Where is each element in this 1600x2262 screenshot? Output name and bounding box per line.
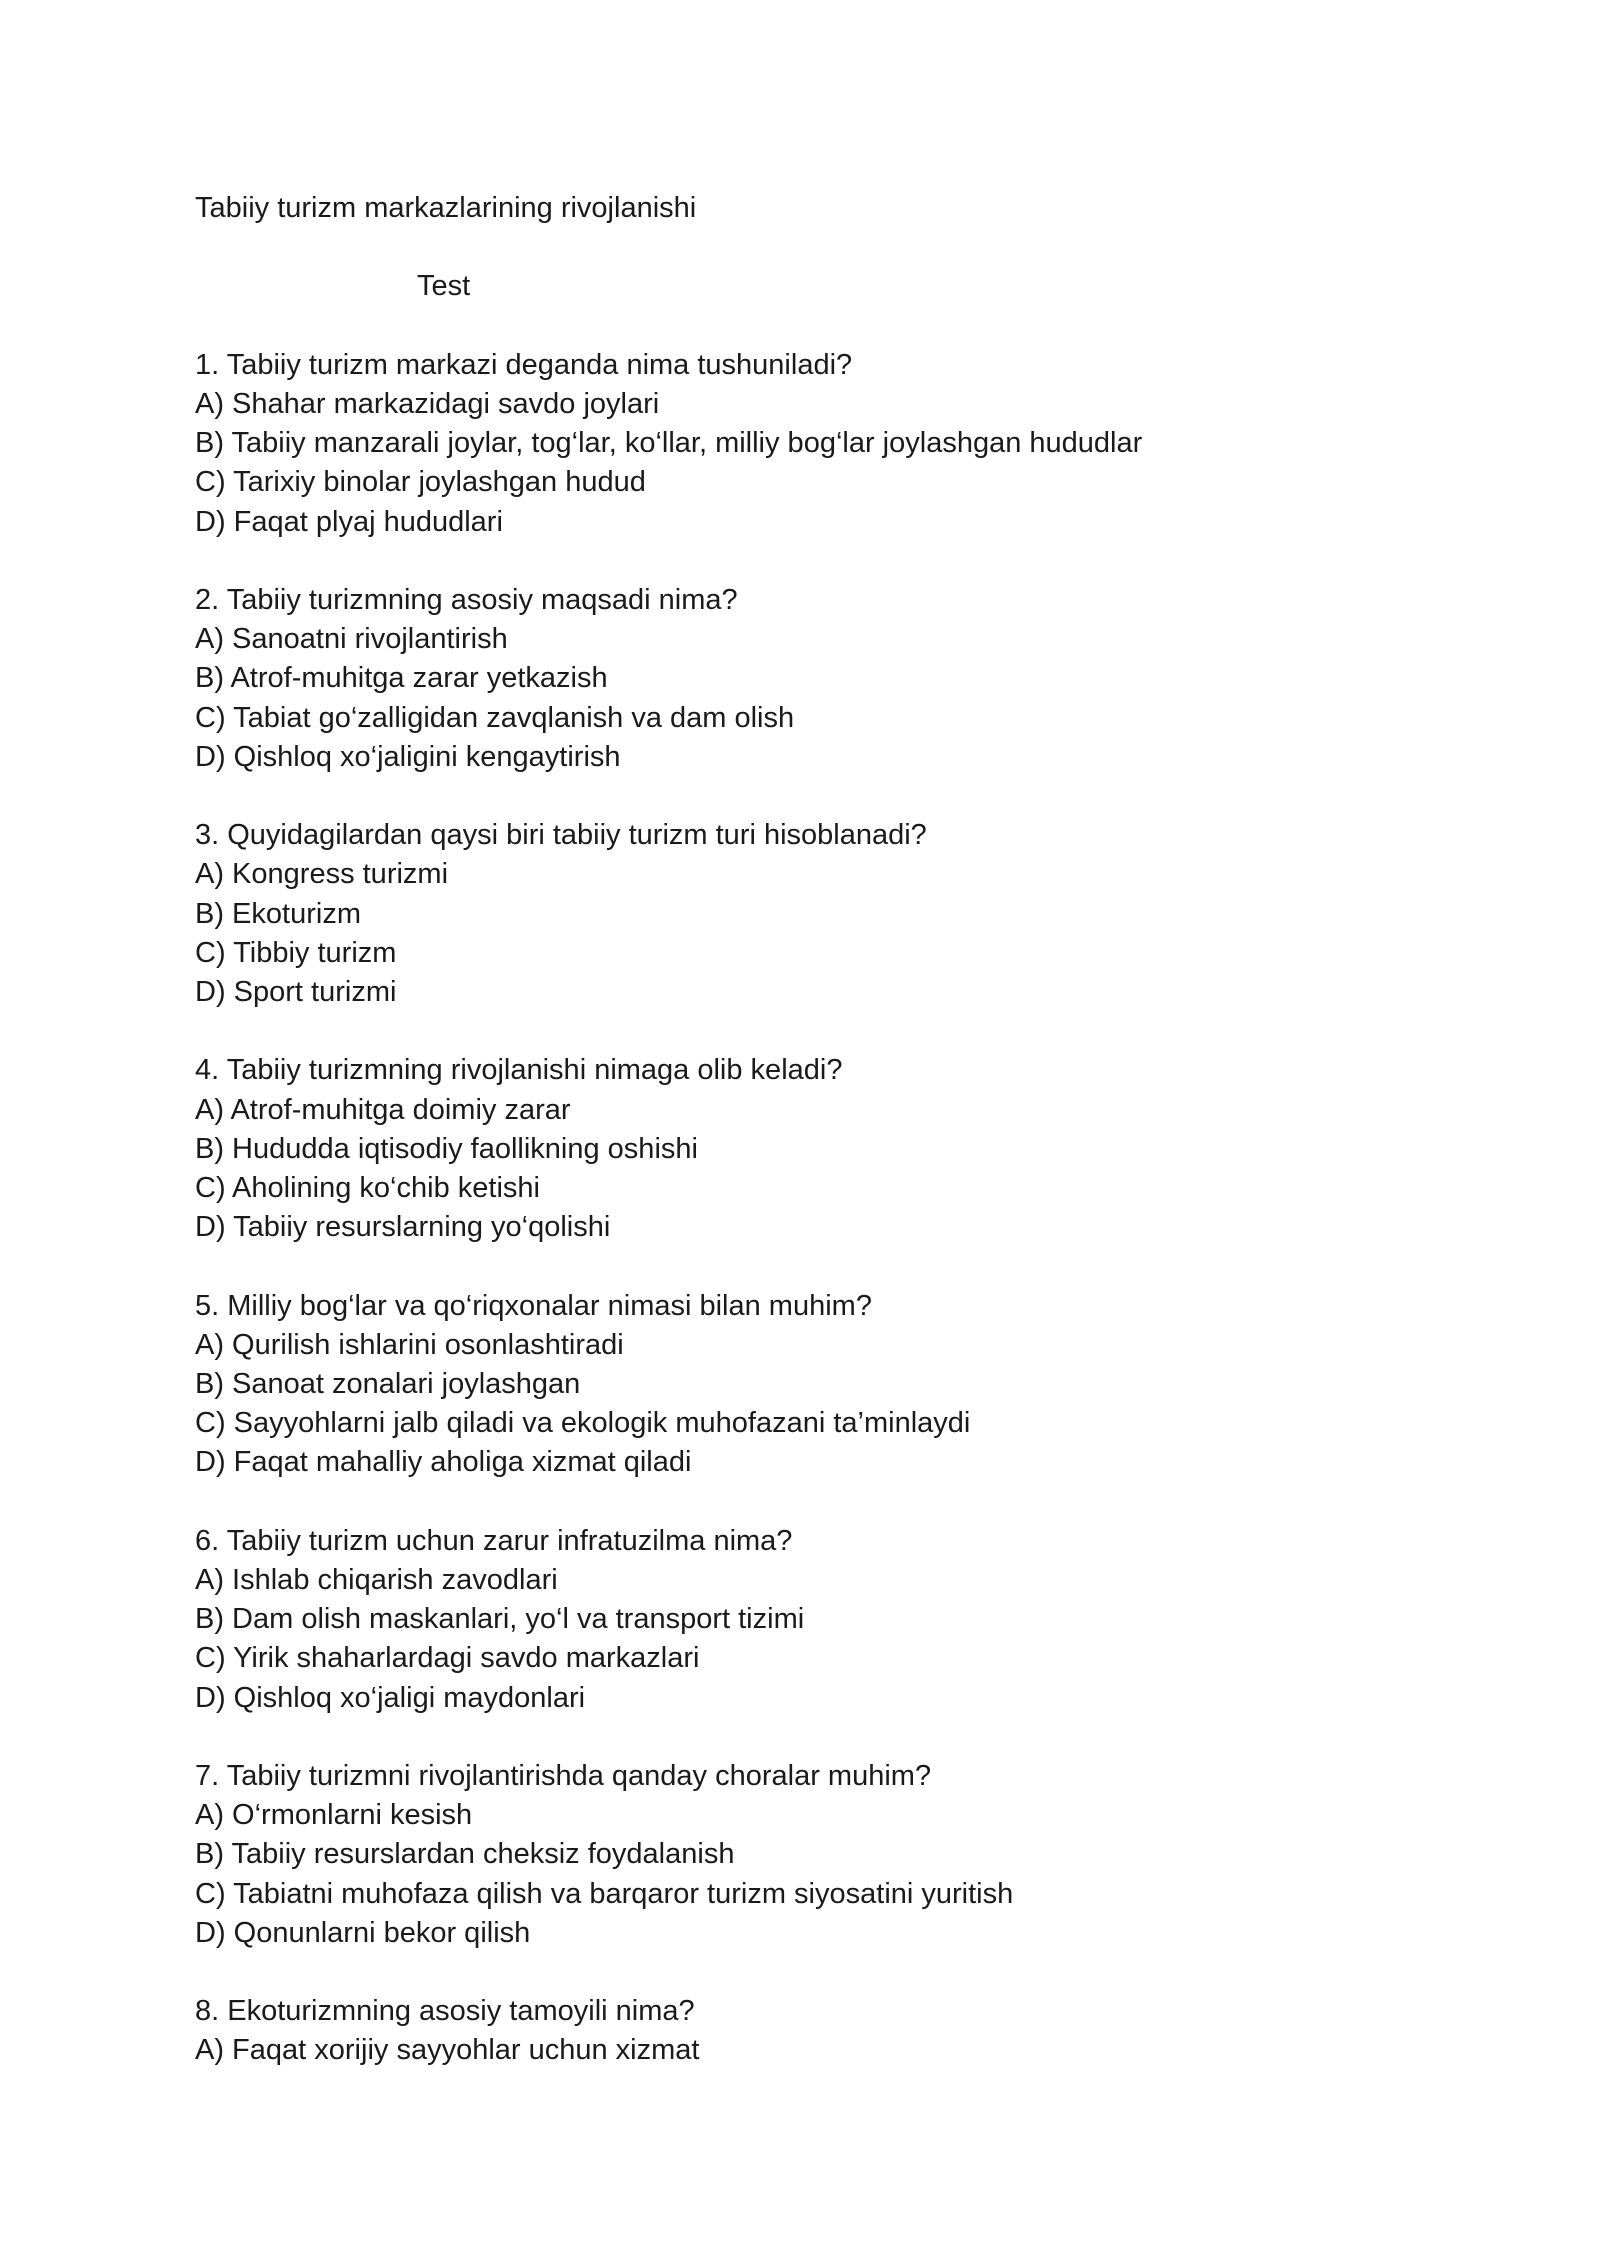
question-block [195,581,1445,777]
document-title: Tabiiy turizm markazlarining rivojlanishi [195,192,697,224]
answer-option: D) Qishloq xo‘jaligi maydonlari [195,1681,586,1714]
question-text: 7. Tabiiy turizmni rivojlantirishda qanday choralar muhim? [195,1760,932,1792]
answer-option: A) Faqat xorijiy sayyohlar uchun xizmat [195,2034,700,2067]
answer-option: D) Qonunlarni bekor qilish [195,1916,531,1949]
question-text: 3. Quyidagilardan qaysi biri tabiiy turizm turi hisoblanadi? [195,819,927,852]
question-text: 5. Milliy bog‘lar va qo‘riqxonalar nimasi bilan muhim? [195,1289,872,1322]
document-subtitle: Test [417,270,471,303]
answer-option: A) Sanoatni rivojlantirish [195,623,508,656]
question-text: 6. Tabiiy turizm uchun zarur infratuzilma nima? [195,1524,793,1557]
question-block [195,1757,1445,1953]
question-block [195,1051,1445,1247]
question-block [195,1287,1445,1483]
question-list [195,346,1445,2071]
question-block [195,816,1445,1012]
answer-option: C) Tarixiy binolar joylashgan hudud [195,466,646,499]
answer-option: B) Hududda iqtisodiy faollikning oshishi [195,1132,698,1165]
answer-option: A) Ishlab chiqarish zavodlari [195,1564,558,1596]
answer-option: D) Tabiiy resurslarning yo‘qolishi [195,1211,611,1244]
question-text: 2. Tabiiy turizmning asosiy maqsadi nima? [195,583,738,616]
answer-option: B) Tabiiy manzarali joylar, tog‘lar, ko‘llar, milliy bog‘lar joylashgan hududlar [195,427,1143,460]
answer-option: B) Atrof-muhitga zarar yetkazish [195,662,608,695]
question-block [195,346,1445,542]
answer-option: C) Tabiat go‘zalligidan zavqlanish va dam olish [195,701,795,734]
answer-option: C) Tibbiy turizm [195,936,397,969]
answer-option: D) Faqat plyaj hududlari [195,505,503,538]
answer-option: A) O‘rmonlarni kesish [195,1799,473,1832]
answer-option: A) Kongress turizmi [195,858,449,891]
answer-option: C) Sayyohlarni jalb qiladi va ekologik muhofazani ta’minlaydi [195,1407,971,1440]
question-text: 1. Tabiiy turizm markazi deganda nima tushuniladi? [195,348,853,381]
question-text: 8. Ekoturizmning asosiy tamoyili nima? [195,1995,695,2028]
answer-option: D) Qishloq xo‘jaligini kengaytirish [195,740,621,773]
document-page [195,189,1445,2110]
answer-option: D) Sport turizmi [195,976,397,1008]
answer-option: C) Aholining ko‘chib ketishi [195,1172,540,1204]
answer-option: A) Atrof-muhitga doimiy zarar [195,1093,571,1126]
answer-option: D) Faqat mahalliy aholiga xizmat qiladi [195,1446,692,1479]
answer-option: C) Tabiatni muhofaza qilish va barqaror turizm siyosatini yuritish [195,1877,1014,1910]
question-block [195,1992,1445,2070]
answer-option: B) Dam olish maskanlari, yo‘l va transport tizimi [195,1603,805,1636]
question-text: 4. Tabiiy turizmning rivojlanishi nimaga olib keladi? [195,1054,843,1087]
question-block [195,1522,1445,1718]
answer-option: B) Sanoat zonalari joylashgan [195,1368,581,1400]
answer-option: A) Shahar markazidagi savdo joylari [195,387,660,420]
answer-option: B) Ekoturizm [195,897,361,930]
answer-option: B) Tabiiy resurslardan cheksiz foydalanish [195,1838,735,1871]
answer-option: C) Yirik shaharlardagi savdo markazlari [195,1642,700,1675]
answer-option: A) Qurilish ishlarini osonlashtiradi [195,1328,624,1361]
